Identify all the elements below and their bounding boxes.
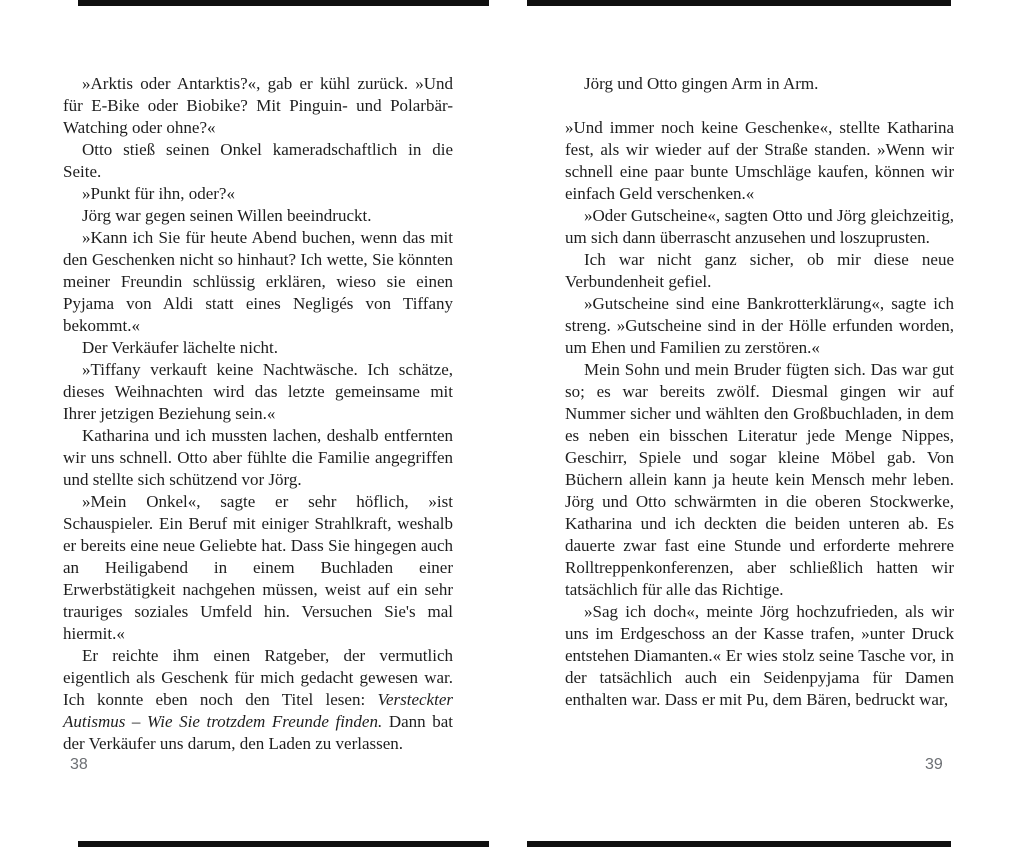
text-segment: Jörg und Otto gingen Arm in Arm. [584,74,819,93]
paragraph [63,359,453,425]
paragraph [565,205,954,249]
book-title-italic: Versteckter Autismus – Wie Sie trotzdem Freunde finden. [63,690,453,731]
paragraph [565,359,954,601]
text-segment: »Sag ich doch«, meinte Jörg hochzufrieden, als wir uns im Erdgeschoss an der Kasse trafen, »unter Druck entstehen Diamanten.« Er wies stolz seine Tasche vor, in der tatsächlich auch ein Seidenpyjama für Damen enthalten war. Dass er mit Pu, dem Bären, bedruckt war, [565,602,954,709]
text-segment: Dann bat der Verkäufer uns darum, den Laden zu verlassen. [63,712,454,753]
page-number-right: 39 [925,756,943,773]
text-segment: Katharina und ich mussten lachen, deshalb entfernten wir uns schnell. Otto aber fühlte die Familie angegriffen und stellte sich schützend vor Jörg. [63,426,453,489]
page-edge-bar-bottom-left [78,841,489,847]
page-edge-bar-top-right [527,0,951,6]
text-segment: »Punkt für ihn, oder?« [82,184,235,203]
text-segment: Mein Sohn und mein Bruder fügten sich. Das war gut so; es war bereits zwölf. Diesmal gingen wir auf Nummer sicher und wählten den Großbuchladen, in dem es neben ein bisschen Literatur jede Menge Nippes, Geschirr, Spiele und sogar kleine Möbel gab. Von Büchern allein kann ja heute kein Mensch mehr leben. Jörg und Otto schwärmten in die oberen Stockwerke, Katharina und ich deckten die beiden unteren ab. Es dauerte zwar fast eine Stunde und erforderte mehrere Rolltreppenkonferenzen, aber schließlich hatten wir tatsächlich für alle das Richtige. [565,360,954,599]
paragraph [565,73,954,95]
text-segment: Der Verkäufer lächelte nicht. [82,338,279,357]
text-segment: Otto stieß seinen Onkel kameradschaftlich in die Seite. [63,140,453,181]
paragraph [63,491,453,645]
page-number-left: 38 [70,756,88,773]
page-edge-bar-bottom-right [527,841,951,847]
paragraph [565,249,954,293]
paragraph [63,227,453,337]
text-segment: »Oder Gutscheine«, sagten Otto und Jörg gleichzeitig, um sich dann überrascht anzusehen und loszuprusten. [565,206,954,247]
book-page-left [63,73,453,755]
text-segment: Jörg war gegen seinen Willen beeindruckt. [82,206,372,225]
paragraph [63,425,453,491]
text-segment: Er reichte ihm einen Ratgeber, der vermutlich eigentlich als Geschenk für mich gedacht gewesen war. Ich konnte eben noch den Titel lesen: [63,646,453,709]
paragraph [565,601,954,711]
page-edge-bar-top-left [78,0,489,6]
paragraph [565,117,954,205]
text-segment: »Und immer noch keine Geschenke«, stellte Katharina fest, als wir wieder auf der Straße standen. »Wenn wir schnell eine paar bunte Umschläge kaufen, können wir einfach Geld verschenken.« [565,118,954,203]
text-segment: »Tiffany verkauft keine Nachtwäsche. Ich schätze, dieses Weihnachten wird das letzte gemeinsame mit Ihrer jetzigen Beziehung sein.« [63,360,453,423]
paragraph [63,73,453,139]
paragraph [63,645,453,755]
paragraph [63,139,453,183]
book-page-right [565,73,954,711]
paragraph [63,205,453,227]
paragraph [63,337,453,359]
text-segment: »Mein Onkel«, sagte er sehr höflich, »ist Schauspieler. Ein Beruf mit einiger Strahlkraft, weshalb er bereits eine neue Geliebte hat. Dass Sie hingegen auch an Heiligabend in einem Buchladen einer Erwerbstätigkeit nachgehen müssen, weist auf ein sehr trauriges soziales Umfeld hin. Versuchen Sie's mal hiermit.« [63,492,453,643]
text-segment: »Kann ich Sie für heute Abend buchen, wenn das mit den Geschenken nicht so hinhaut? Ich wette, Sie könnten meiner Freundin schlüssig erklären, wieso sie einen Pyjama von Aldi statt eines Negligés von Tiffany bekommt.« [63,228,453,335]
paragraph [63,183,453,205]
text-segment: Ich war nicht ganz sicher, ob mir diese neue Verbundenheit gefiel. [565,250,954,291]
text-segment: »Gutscheine sind eine Bankrotterklärung«, sagte ich streng. »Gutscheine sind in der Hölle erfunden worden, um Ehen und Familien zu zerstören.« [565,294,954,357]
paragraph [565,293,954,359]
text-segment: »Arktis oder Antarktis?«, gab er kühl zurück. »Und für E-Bike oder Biobike? Mit Pinguin- und Polarbär-Watching oder ohne?« [63,74,453,137]
